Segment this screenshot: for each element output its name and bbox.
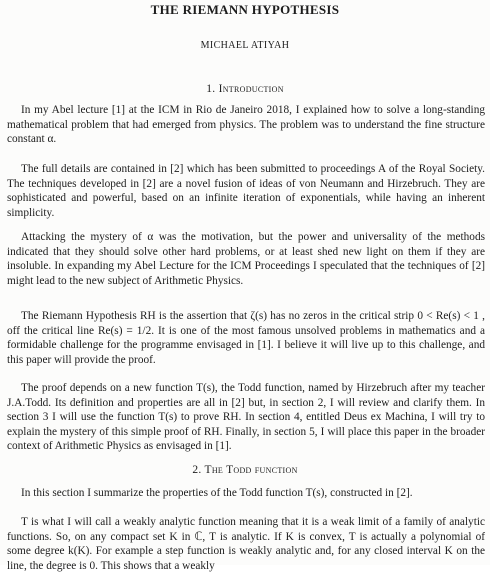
intro-paragraph-3: Attacking the mystery of α was the motivation, but the power and universality of the methods indicated that they should solve other hard problems, or at least shed new light on them if they are insoluble. In expanding my Abel Lecture for the ICM Proceedings I speculated that the techniques of [2] might lead to the new subject of Arithmetic Physics. [7, 231, 485, 287]
intro-paragraph-4: The Riemann Hypothesis RH is the assertion that ζ(s) has no zeros in the critical strip 0 < Re(s) < 1 , off the critical line Re(s) = 1/2. It is one of the most famous unsolved problems in mathematics and a formidable challenge for the programme envisaged in [1]. I believe it will live up to this challenge, and this paper will provide the proof. [7, 310, 485, 366]
section-heading-introduction: 1. Introduction [206, 83, 284, 95]
intro-paragraph-1: In my Abel lecture [1] at the ICM in Rio de Janeiro 2018, I explained how to solve a long-standing mathematical problem that had emerged from physics. The problem was to understand the fine structure constant α. [7, 104, 485, 145]
section-heading-todd-function: 2. The Todd function [192, 464, 298, 476]
todd-paragraph-1: In this section I summarize the properties of the Todd function T(s), constructed in [2]. [21, 487, 413, 499]
paper-author: MICHAEL ATIYAH [200, 40, 290, 51]
paper-title: THE RIEMANN HYPOTHESIS [150, 2, 340, 17]
intro-paragraph-2: The full details are contained in [2] which has been submitted to proceedings A of the Royal Society. The techniques developed in [2] are a novel fusion of ideas of von Neumann and Hirzebruch. They are sophisticated and powerful, based on an infinite iteration of exponentials, while having an inherent simplicity. [7, 163, 485, 219]
intro-paragraph-5: The proof depends on a new function T(s), the Todd function, named by Hirzebruch after my teacher J.A.Todd. Its definition and properties are all in [2] but, in section 2, I will review and clarify them. In section 3 I will use the function T(s) to prove RH. In section 4, entitled Deus ex Machina, I will try to explain the mystery of this simple proof of RH. Finally, in section 5, I will place this paper in the broader context of Arithmetic Physics as envisaged in [1]. [7, 382, 485, 452]
todd-paragraph-2: T is what I will call a weakly analytic function meaning that it is a weak limit of a family of analytic functions. So, on any compact set K in ℂ, T is analytic. If K is convex, T is actually a polynomial of some degree k(K). For example a step function is weakly analytic and, for any closed interval K on the line, the degree is 0. This shows that a weakly [7, 516, 485, 572]
